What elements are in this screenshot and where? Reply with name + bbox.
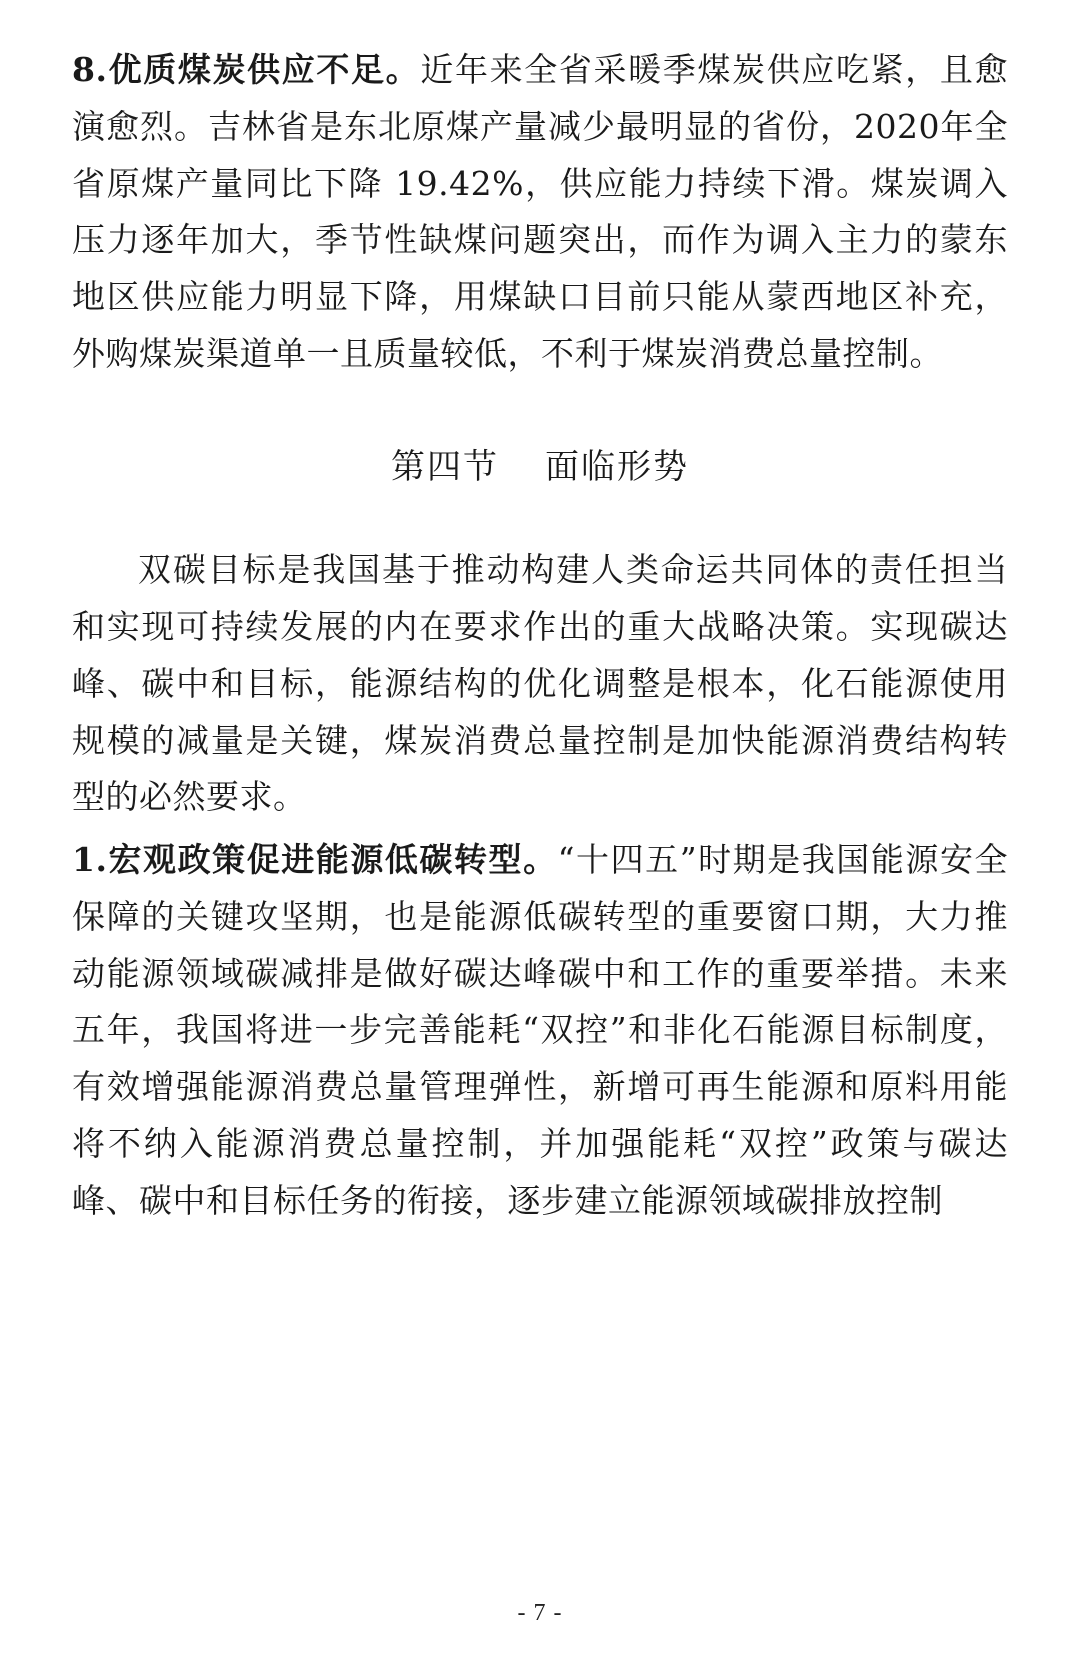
- paragraph-body-coal-supply: 近年来全省采暖季煤炭供应吃紧，且愈演愈烈。吉林省是东北原煤产量减少最明显的省份，2020年全省原煤产量同比下降 19.42%，供应能力持续下滑。煤炭调入压力逐年加大，季节性缺煤问题突出，而作为调入主力的蒙东地区供应能力明显下降，用煤缺口目前只能从蒙西地区补充，外购煤炭渠道单一且质量较低，不利于煤炭消费总量控制。: [72, 50, 1009, 373]
- page-number: - 7 -: [517, 1600, 563, 1626]
- paragraph-body-macro-policy: “十四五”时期是我国能源安全保障的关键攻坚期，也是能源低碳转型的重要窗口期，大力推动能源领域碳减排是做好碳达峰碳中和工作的重要举措。未来五年，我国将进一步完善能耗“双控”和非化石能源目标制度，有效增强能源消费总量管理弹性，新增可再生能源和原料用能将不纳入能源消费总量控制，并加强能耗“双控”政策与碳达峰、碳中和目标任务的衔接，逐步建立能源领域碳排放控制: [72, 840, 1008, 1220]
- section-heading-title: 面临形势: [545, 446, 689, 487]
- section-heading: [72, 439, 1008, 497]
- paragraph-dual-carbon: [72, 542, 1008, 826]
- paragraph-lead-coal-supply: 8.优质煤炭供应不足。: [72, 50, 421, 89]
- paragraph-lead-macro-policy: 1.宏观政策促进能源低碳转型。: [72, 840, 558, 880]
- paragraph-coal-supply: [72, 42, 1008, 383]
- paragraph-body-dual-carbon: 双碳目标是我国基于推动构建人类命运共同体的责任担当和实现可持续发展的内在要求作出的重大战略决策。实现碳达峰、碳中和目标，能源结构的优化调整是根本，化石能源使用规模的减量是关键，煤炭消费总量控制是加快能源消费结构转型的必然要求。: [72, 550, 1008, 817]
- paragraph-macro-policy: [72, 832, 1008, 1229]
- section-heading-label: 第四节: [391, 446, 499, 487]
